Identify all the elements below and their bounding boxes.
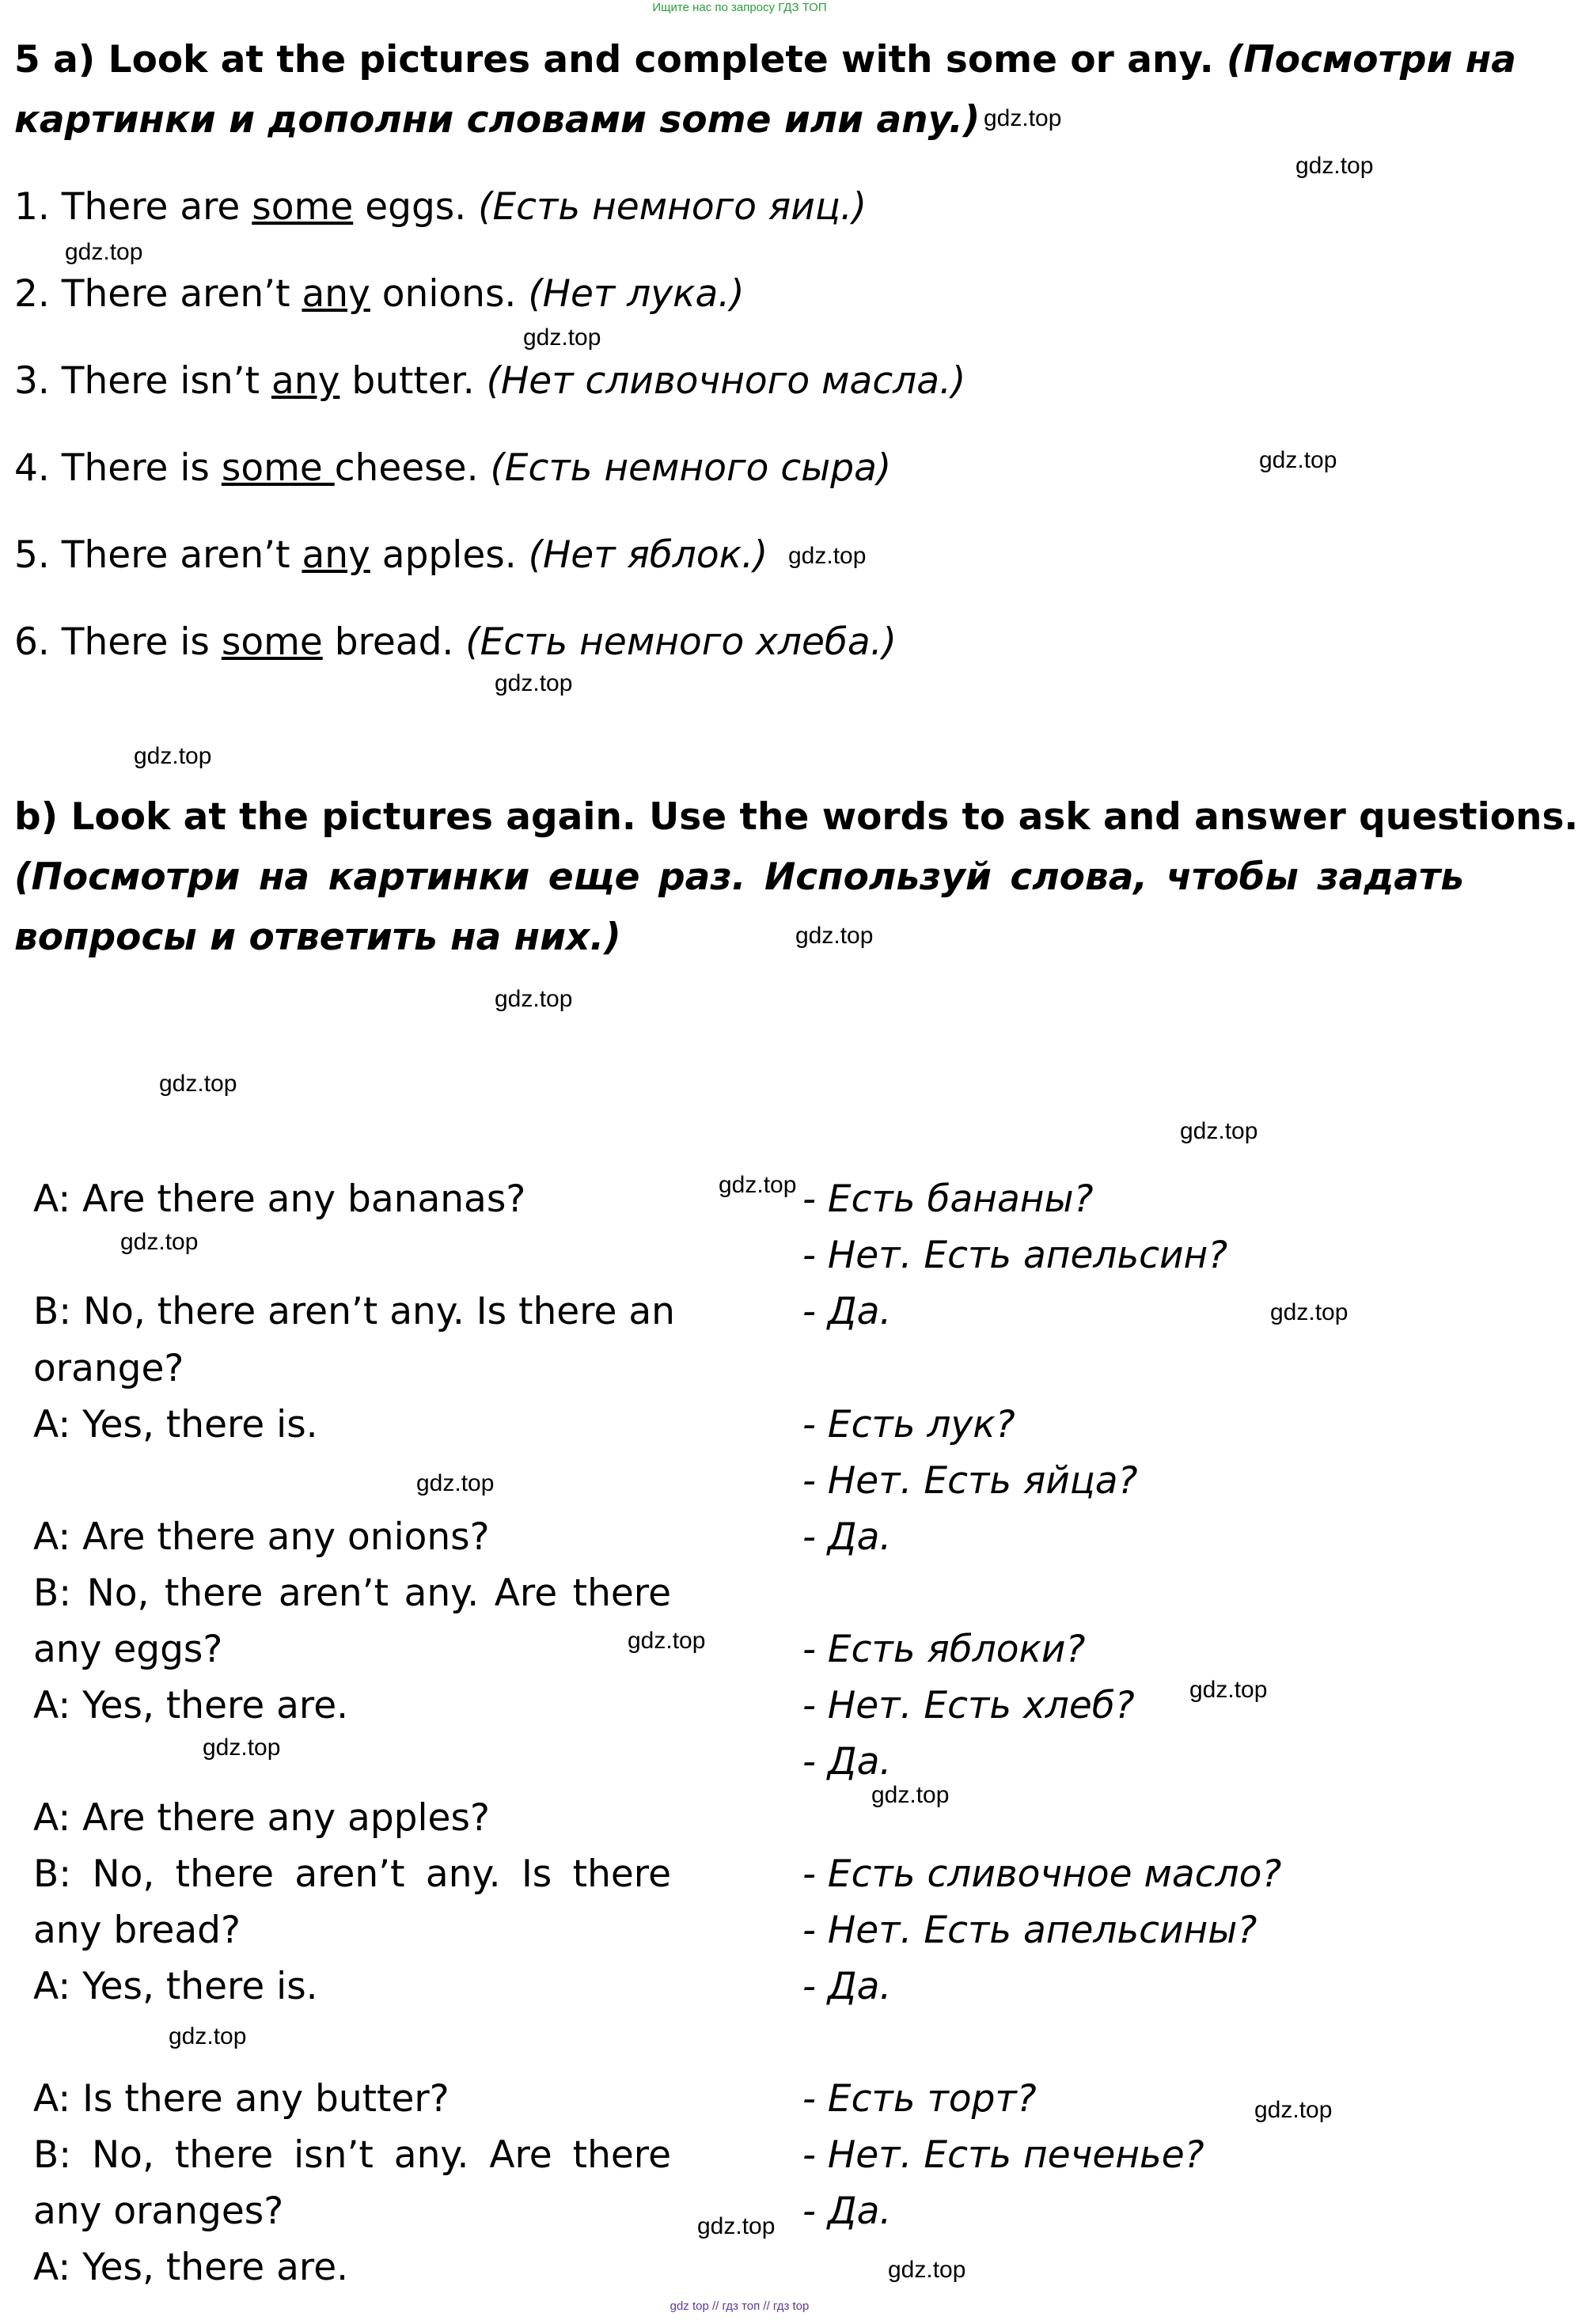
part-a-heading-line2 — [14, 90, 980, 150]
dialog-line: A: Yes, there are. — [33, 1684, 349, 1727]
dialog-translation: - Нет. Есть хлеб? — [802, 1684, 1135, 1727]
part-a-heading-ru-1: (Посмотри на — [1226, 38, 1516, 82]
dialog-translation: - Да. — [802, 2189, 892, 2233]
dialog-translation: - Да. — [802, 1515, 892, 1559]
dialog-translation: - Нет. Есть апельсин? — [802, 1234, 1228, 1277]
answer-word: any — [302, 272, 370, 316]
dialog-line: A: Are there any apples? — [33, 1796, 490, 1840]
part-b-heading-line1: b) Look at the pictures again. Use the words to ask and answer questions. — [14, 795, 1578, 839]
dialog-line: A: Are there any bananas? — [33, 1177, 526, 1221]
watermark: gdz.top — [788, 543, 867, 569]
dialog-line: B: No, there aren’t any. Is there an — [33, 1290, 675, 1333]
item-1: 1. There are some eggs. (Есть немного яиц.) — [14, 185, 867, 229]
top-note: Ищите нас по запросу ГДЗ ТОП — [652, 1, 827, 14]
dialog-translation: - Есть сливочное масло? — [802, 1852, 1282, 1896]
watermark: gdz.top — [795, 923, 874, 949]
watermark: gdz.top — [871, 1782, 950, 1808]
dialog-line: orange? — [33, 1347, 184, 1390]
watermark: gdz.top — [495, 986, 573, 1012]
item-5: 5. There aren’t any apples. (Нет яблок.) — [14, 533, 768, 577]
answer-word: some — [252, 185, 354, 229]
watermark: gdz.top — [203, 1734, 281, 1761]
watermark: gdz.top — [134, 743, 212, 769]
dialog-line: B: No, there isn’t any. Are there — [33, 2133, 671, 2177]
part-a-heading-line1 — [14, 30, 1516, 90]
watermark: gdz.top — [1270, 1299, 1349, 1325]
answer-word: any — [271, 359, 340, 403]
dialog-line: B: No, there aren’t any. Is there — [33, 1852, 671, 1896]
watermark: gdz.top — [1295, 153, 1374, 179]
part-b-heading-line2: (Посмотри на картинки еще раз. Используй слова, чтобы задать — [14, 855, 1464, 899]
dialog-translation: - Да. — [802, 1290, 892, 1333]
dialog-translation: - Есть бананы? — [802, 1177, 1094, 1221]
watermark: gdz.top — [1259, 447, 1337, 473]
item-2: 2. There aren’t any onions. (Нет лука.) — [14, 272, 745, 316]
watermark: gdz.top — [628, 1628, 706, 1654]
dialog-translation: - Нет. Есть печенье? — [802, 2133, 1204, 2177]
part-a-heading-ru-2: картинки и дополни словами some или any.) — [14, 98, 981, 142]
watermark: gdz.top — [719, 1172, 797, 1198]
watermark: gdz.top — [120, 1229, 199, 1255]
dialog-translation: - Нет. Есть апельсины? — [802, 1909, 1257, 1952]
dialog-line: A: Is there any butter? — [33, 2077, 450, 2121]
watermark: gdz.top — [65, 239, 143, 265]
watermark: gdz.top — [984, 105, 1062, 131]
item-3: 3. There isn’t any butter. (Нет сливочного масла.) — [14, 359, 966, 403]
dialog-translation: - Есть лук? — [802, 1403, 1015, 1446]
watermark: gdz.top — [1180, 1118, 1258, 1144]
dialog-line: A: Yes, there is. — [33, 1403, 318, 1446]
item-6: 6. There is some bread. (Есть немного хлеба.) — [14, 620, 897, 664]
dialog-line: A: Yes, there is. — [33, 1965, 318, 2008]
dialog-line: A: Are there any onions? — [33, 1515, 490, 1559]
dialog-line: any eggs? — [33, 1628, 223, 1671]
watermark: gdz.top — [416, 1470, 495, 1496]
watermark: gdz.top — [697, 2213, 776, 2239]
answer-word: any — [302, 533, 370, 577]
dialog-translation: - Да. — [802, 1965, 892, 2008]
watermark: gdz.top — [523, 324, 601, 351]
watermark: gdz.top — [169, 2023, 247, 2049]
dialog-translation: - Есть торт? — [802, 2077, 1037, 2121]
item-4: 4. There is some cheese. (Есть немного сыра) — [14, 446, 892, 490]
dialog-translation: - Да. — [802, 1740, 892, 1784]
dialog-translation: - Есть яблоки? — [802, 1628, 1086, 1671]
part-b-heading-line3: вопросы и ответить на них.) — [14, 916, 621, 959]
answer-word: some — [221, 446, 335, 490]
watermark: gdz.top — [1254, 2097, 1333, 2123]
watermark: gdz.top — [1189, 1677, 1268, 1703]
answer-word: some — [221, 620, 323, 664]
part-a-heading-bold: 5 a) Look at the pictures and complete with some or any. — [14, 38, 1214, 82]
bottom-note: gdz top // гдз топ // гдз top — [670, 2299, 810, 2313]
dialog-line: any bread? — [33, 1909, 241, 1952]
dialog-line: any oranges? — [33, 2189, 284, 2233]
dialog-translation: - Нет. Есть яйца? — [802, 1459, 1138, 1503]
watermark: gdz.top — [888, 2257, 966, 2283]
watermark: gdz.top — [495, 670, 573, 696]
watermark: gdz.top — [159, 1071, 237, 1097]
dialog-line: B: No, there aren’t any. Are there — [33, 1571, 671, 1615]
dialog-line: A: Yes, there are. — [33, 2246, 349, 2289]
